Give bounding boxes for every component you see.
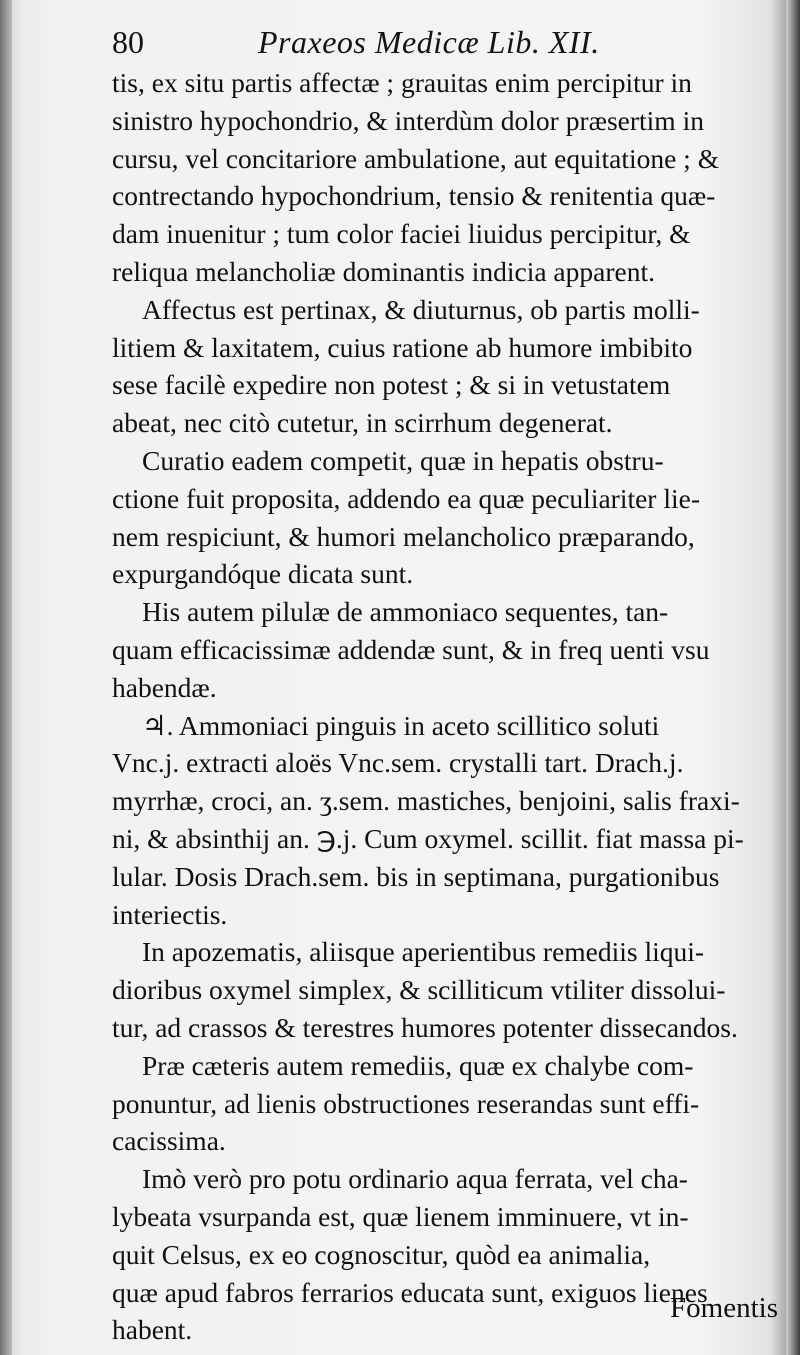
text-line: dioribus oxymel simplex, & scilliticum vtiliter dissolui-: [112, 974, 726, 1006]
text-line: His autem pilulæ de ammoniaco sequentes, tan-: [142, 596, 669, 628]
text-line: quit Celsus, ex eo cognoscitur, quòd ea animalia,: [112, 1238, 651, 1270]
text-line: dam inuenitur ; tum color faciei liuidus percipitur, &: [112, 218, 691, 250]
text-line: Imò verò pro potu ordinario aqua ferrata, vel cha-: [142, 1163, 688, 1195]
text-line: lular. Dosis Drach.sem. bis in septimana, purgationibus: [112, 860, 720, 892]
page-number: 80: [112, 24, 144, 60]
catchword: Fomentis: [670, 1292, 778, 1324]
text-line: interiectis.: [112, 898, 228, 930]
text-line: quam efficacissimæ addendæ sunt, & in freq uenti vsu: [112, 633, 710, 665]
text-line: ni, & absinthij an. ℈.j. Cum oxymel. scillit. fiat massa pi-: [112, 822, 744, 854]
body-text: [112, 64, 784, 1349]
text-line: sinistro hypochondrio, & interdùm dolor præsertim in: [112, 104, 704, 136]
text-line: In apozematis, aliisque aperientibus remediis liqui-: [142, 936, 705, 968]
text-line: Præ cæteris autem remediis, quæ ex chalybe com-: [142, 1049, 694, 1081]
text-line: nem respiciunt, & humori melancholico præparando,: [112, 520, 695, 552]
page-edge-shadow: [786, 0, 800, 1355]
text-line: lybeata vsurpanda est, quæ lienem imminuere, vt in-: [112, 1200, 689, 1232]
text-line: contrectando hypochondrium, tensio & renitentia quæ-: [112, 180, 716, 212]
text-line: ♃. Ammoniaci pinguis in aceto scillitico soluti: [142, 709, 660, 741]
text-line: myrrhæ, croci, an. ʒ.sem. mastiches, benjoini, salis fraxi-: [112, 785, 740, 817]
running-header: [112, 22, 672, 70]
text-line: ctione fuit proposita, addendo ea quæ peculiariter lie-: [112, 482, 700, 514]
text-line: cursu, vel concitariore ambulatione, aut equitatione ; &: [112, 142, 720, 174]
text-line: abeat, nec citò cutetur, in scirrhum degenerat.: [112, 407, 613, 439]
text-line: ponuntur, ad lienis obstructiones reserandas sunt effi-: [112, 1087, 700, 1119]
text-line: tis, ex situ partis affectæ ; grauitas enim percipitur in: [112, 67, 692, 98]
text-line: expurgandóque dicata sunt.: [112, 558, 414, 590]
text-line: Vnc.j. extracti aloës Vnc.sem. crystalli tart. Drach.j.: [112, 747, 684, 779]
running-title: Praxeos Medicæ Lib. XII.: [258, 24, 600, 60]
text-line: litiem & laxitatem, cuius ratione ab humore imbibito: [112, 331, 693, 363]
text-line: quæ apud fabros ferrarios educata sunt, exiguos lienes: [112, 1276, 708, 1308]
text-line: Curatio eadem competit, quæ in hepatis obstru-: [142, 444, 664, 476]
text-line: sese facilè expedire non potest ; & si in vetustatem: [112, 369, 671, 401]
text-line: reliqua melancholiæ dominantis indicia apparent.: [112, 255, 655, 287]
text-line: cacissima.: [112, 1125, 226, 1157]
page-gutter-shadow: [0, 0, 12, 1355]
text-line: habendæ.: [112, 671, 217, 703]
text-line: tur, ad crassos & terestres humores potenter dissecandos.: [112, 1011, 738, 1043]
text-line: Affectus est pertinax, & diuturnus, ob partis molli-: [142, 293, 700, 325]
text-line: habent.: [112, 1314, 193, 1346]
